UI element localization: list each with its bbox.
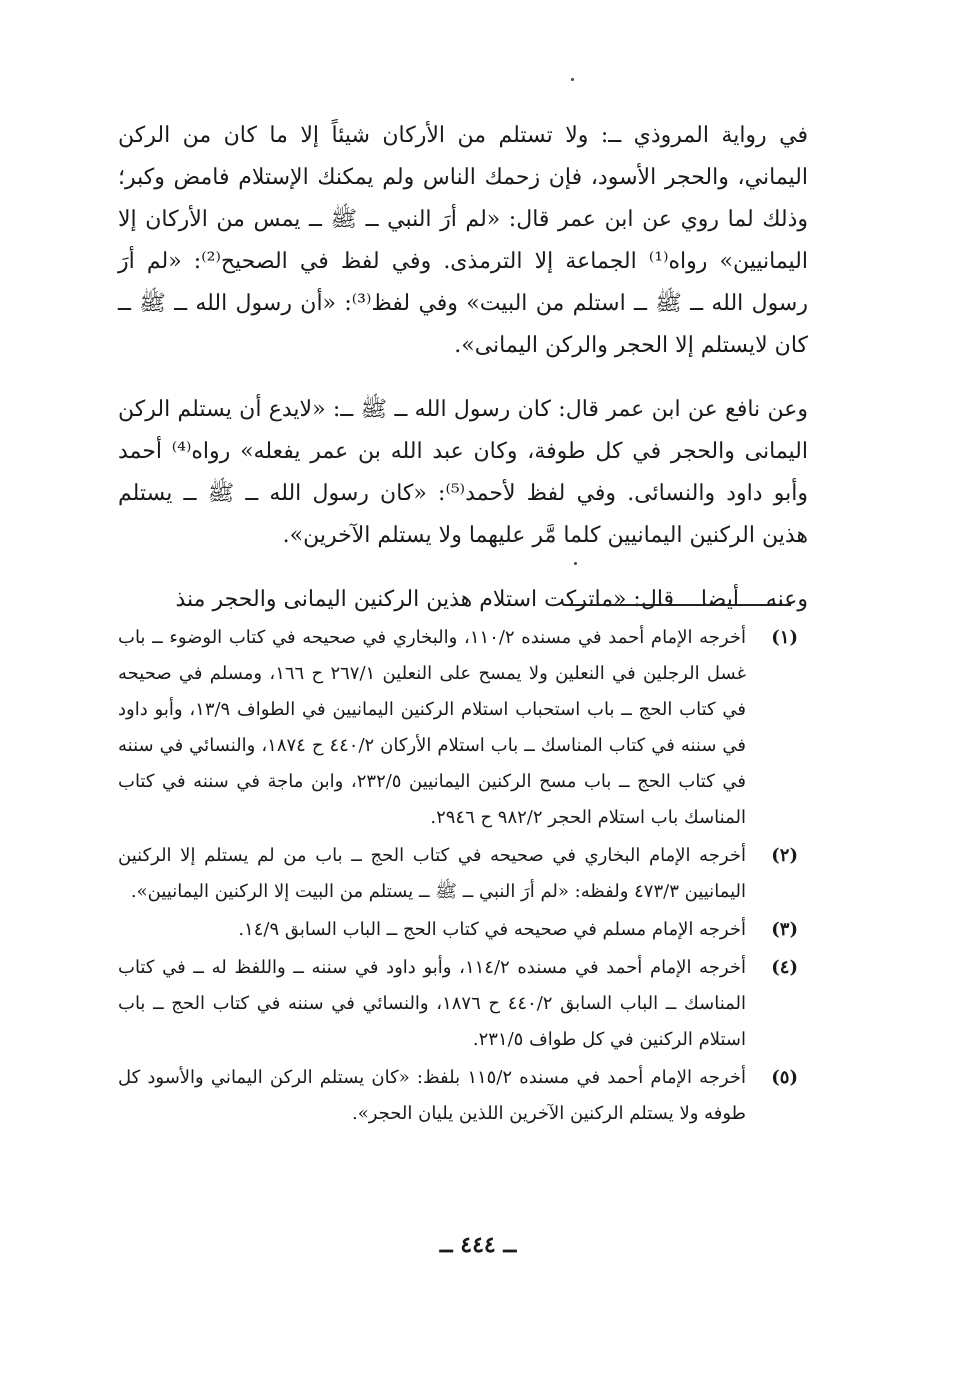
footnote — [118, 912, 798, 948]
scan-speck — [571, 78, 574, 81]
paragraph: وعن نافع عن ابن عمر قال: كان رسول الله ــ ﷺ ــ: «لايدع أن يستلم الركن اليمانى والحجر في كل طوفة، وكان عبد الله بن عمر يفعله» رواه⁽⁴⁾ أحمد وأبو داود والنسائى. وفي لفظ لأحمد⁽⁵⁾: «كان رسول الله ــ ﷺ ــ يستلم هذين الركنين اليمانيين كلما مَّر عليهما ولا يستلم الآخرين». — [118, 397, 808, 548]
footnote-text: أخرجه الإمام البخاري في صحيحه في كتاب الحج ــ باب من لم يستلم إلا الركنين اليمانيين ٤٧٣/٣ ولفظه: «لم أرَ النبي ــ ﷺ ــ يستلم من البيت إلا الركنين اليمانيين». — [118, 845, 746, 902]
footnote-number: (٤) — [771, 957, 798, 978]
footnote-separator — [565, 604, 791, 606]
footnote-text: أخرجه الإمام أحمد في مسنده ١١٠/٢، والبخاري في صحيحه في كتاب الوضوء ــ باب غسل الرجلين في النعلين ولا يمسح على النعلين ٢٦٧/١ ح ١٦٦، ومسلم في صحيحه في كتاب الحج ــ باب استحباب استلام الركنين اليمانيين في الطواف ١٣/٩، وأبو داود في سننه في كتاب المناسك ــ باب استلام الأركان ٤٤٠/٢ ح ١٨٧٤، والنسائي في سننه في كتاب الحج ــ باب مسح الركنين اليمانيين ٢٣٢/٥، وابن ماجة في سننه في كتاب المناسك باب استلام الحجر ٩٨٢/٢ ح ٢٩٤٦. — [118, 627, 747, 828]
footnote — [118, 838, 798, 910]
footnote — [118, 620, 798, 836]
footnote — [118, 1060, 798, 1132]
footnote-number: (١) — [771, 627, 798, 648]
footnote-number: (٢) — [771, 845, 798, 866]
footnote-text: أخرجه الإمام أحمد في مسنده ١١٥/٢ بلفظ: «كان يستلم الركن اليماني والأسود كل طوفه ولا يستلم الركنين الآخرين اللذين يليان الحجر». — [118, 1067, 746, 1124]
paragraph: وعنه ــ أيضا ــ قال: «ماتركت استلام هذين الركنين اليمانى والحجر منذ — [175, 587, 808, 612]
footnote-number: (٣) — [771, 919, 798, 940]
footnote — [118, 950, 798, 1058]
page-number: ــ ٤٤٤ ــ — [439, 1232, 517, 1258]
footnote-number: (٥) — [771, 1067, 798, 1088]
paragraph: في رواية المروذي ــ: ولا تستلم من الأركان شيئاً إلا ما كان من الركن اليماني، والحجر الأسود، فإن زحمك الناس ولم يمكنك الإستلام فامض وكبر؛ وذلك لما روي عن ابن عمر قال: «لم أرَ النبي ــ ﷺ ــ يمس من الأركان إلا اليمانيين» رواه⁽¹⁾ الجماعة إلا الترمذى. وفي لفظ في الصحيح⁽²⁾: «لم أرَ رسول الله ــ ﷺ ــ استلم من البيت» وفي لفظ⁽³⁾: «أن رسول الله ــ ﷺ ــ كان لايستلم إلا الحجر والركن اليمانى». — [118, 123, 808, 358]
main-text — [118, 115, 808, 621]
footnote-text: أخرجه الإمام أحمد في مسنده ١١٤/٢، وأبو داود في سننه ــ واللفظ له ــ في كتاب المناسك ــ الباب السابق ٤٤٠/٢ ح ١٨٧٦، والنسائي في سننه في كتاب الحج ــ باب استلام الركنين في كل طواف ٢٣١/٥. — [118, 957, 747, 1050]
footnote-text: أخرجه الإمام مسلم في صحيحه في كتاب الحج ــ الباب السابق ١٤/٩. — [238, 919, 746, 940]
footnotes — [118, 620, 798, 1134]
